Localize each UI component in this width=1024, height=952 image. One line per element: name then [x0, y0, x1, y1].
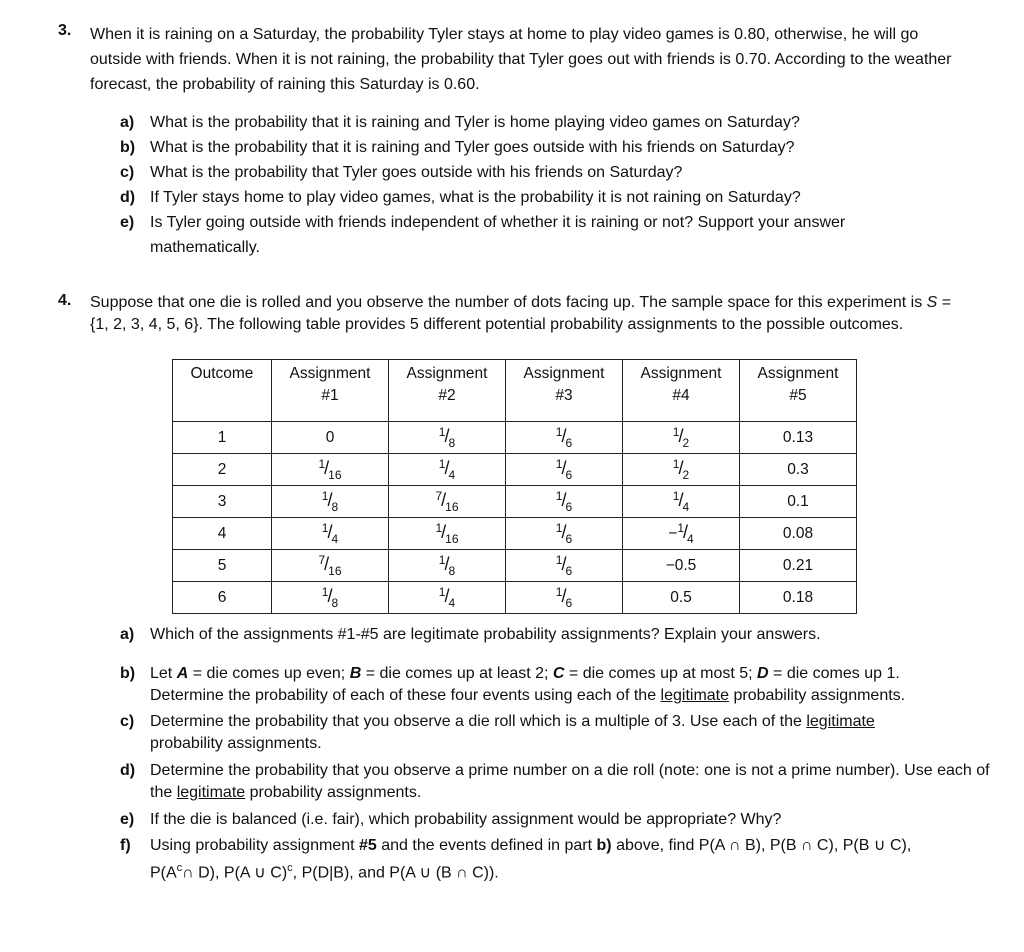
- assignment-cell: $^1/_4$: [389, 454, 506, 486]
- table-row: [173, 486, 857, 518]
- question-4-intro: Suppose that one die is rolled and you observe the number of dots facing up. The sample space for this experiment is S = {1, 2, 3, 4, 5, 6}. The following table provides 5 different potential probability assignments to the possible outcomes.: [90, 294, 952, 333]
- assignment-cell: $^1/_8$: [389, 422, 506, 454]
- question-4-number: 4.: [58, 292, 72, 309]
- outcome-cell: 6: [173, 582, 272, 614]
- assignment-cell: 0: [272, 422, 389, 454]
- assignment-cell: $^1/_2$: [623, 454, 740, 486]
- table-header-cell: Assignment #3: [506, 360, 623, 422]
- q3-part-d: d) If Tyler stays home to play video games, what is the probability it is not raining on Saturday?: [120, 189, 801, 206]
- q3-part-b: b) What is the probability that it is raining and Tyler goes outside with his friends on Saturday?: [120, 139, 795, 156]
- assignment-cell: $^1/_8$: [272, 582, 389, 614]
- assignment-cell: $-^1/_4$: [623, 518, 740, 550]
- q3-part-e: e) Is Tyler going outside with friends independent of whether it is raining or not? Support your answer mathematically.: [120, 214, 846, 256]
- assignment-cell: $^1/_6$: [506, 518, 623, 550]
- table-header-cell: Assignment #1: [272, 360, 389, 422]
- assignment-cell: 0.1: [740, 486, 857, 518]
- q3-part-c: c) What is the probability that Tyler goes outside with his friends on Saturday?: [120, 164, 683, 181]
- assignment-cell: 0.13: [740, 422, 857, 454]
- assignment-cell: 0.18: [740, 582, 857, 614]
- assignment-cell: $^1/_4$: [389, 582, 506, 614]
- table-row: [173, 582, 857, 614]
- question-3-intro: When it is raining on a Saturday, the probability Tyler stays at home to play video games is 0.80, otherwise, he will go outside with friends. When it is not raining, the probability that Tyler goes out with friends is 0.70. According to the weather forecast, the probability of raining this Saturday is 0.60.: [90, 26, 952, 93]
- assignment-cell: $^1/_2$: [623, 422, 740, 454]
- table-row: [173, 518, 857, 550]
- table-row: [173, 550, 857, 582]
- assignment-cell: $^1/_6$: [506, 550, 623, 582]
- assignment-cell: 0.5: [623, 582, 740, 614]
- q4-part-b: b) Let A = die comes up even; B = die comes up at least 2; C = die comes up at most 5; D = die comes up 1. Determine the probability of each of these four events using each of the legitimate probability assignments.: [120, 665, 906, 704]
- assignment-cell: $^1/_6$: [506, 422, 623, 454]
- q4-part-d: d) Determine the probability that you observe a prime number on a die roll (note: one is not a prime number). Use each of the legitimate probability assignments.: [120, 762, 990, 801]
- assignment-cell: $^1/_{16}$: [272, 454, 389, 486]
- assignment-cell: 0.3: [740, 454, 857, 486]
- assignment-cell: $^1/_8$: [389, 550, 506, 582]
- q4-part-c: c) Determine the probability that you observe a die roll which is a multiple of 3. Use each of the legitimate probability assignments.: [120, 713, 875, 752]
- assignment-cell: $^1/_4$: [623, 486, 740, 518]
- probability-table: [172, 359, 857, 614]
- outcome-cell: 2: [173, 454, 272, 486]
- q4-part-e: e) If the die is balanced (i.e. fair), which probability assignment would be appropriate? Why?: [120, 811, 782, 828]
- table-header-cell: Outcome: [173, 360, 272, 422]
- outcome-cell: 3: [173, 486, 272, 518]
- question-4: [58, 292, 958, 336]
- assignment-cell: $^7/_{16}$: [389, 486, 506, 518]
- assignment-cell: $^1/_{16}$: [389, 518, 506, 550]
- assignment-cell: $^1/_8$: [272, 486, 389, 518]
- assignment-cell: $^1/_6$: [506, 486, 623, 518]
- assignment-cell: $^7/_{16}$: [272, 550, 389, 582]
- question-3-number: 3.: [58, 22, 72, 39]
- table-row: [173, 454, 857, 486]
- q3-part-a: a) What is the probability that it is raining and Tyler is home playing video games on Saturday?: [120, 114, 800, 131]
- question-3: [58, 22, 958, 260]
- assignment-cell: 0.21: [740, 550, 857, 582]
- assignment-cell: 0.08: [740, 518, 857, 550]
- q4-part-f: f) Using probability assignment #5 and the events defined in part b) above, find P(A ∩ B), P(B ∩ C), P(B ∪ C), $P(A^c\cap$ D), P(A ∪ C)$^c$, P(D|B), and P(A ∪ (B ∩ C)).: [120, 837, 912, 882]
- table-header-cell: Assignment #5: [740, 360, 857, 422]
- table-header-cell: Assignment #4: [623, 360, 740, 422]
- table-row: [173, 422, 857, 454]
- q4-part-a: a) Which of the assignments #1-#5 are legitimate probability assignments? Explain your answers.: [120, 626, 821, 643]
- outcome-cell: 1: [173, 422, 272, 454]
- assignment-cell: $^1/_4$: [272, 518, 389, 550]
- table-header-cell: Assignment #2: [389, 360, 506, 422]
- outcome-cell: 5: [173, 550, 272, 582]
- assignment-cell: −0.5: [623, 550, 740, 582]
- assignment-cell: $^1/_6$: [506, 582, 623, 614]
- outcome-cell: 4: [173, 518, 272, 550]
- question-4-parts: [58, 622, 990, 884]
- assignment-cell: $^1/_6$: [506, 454, 623, 486]
